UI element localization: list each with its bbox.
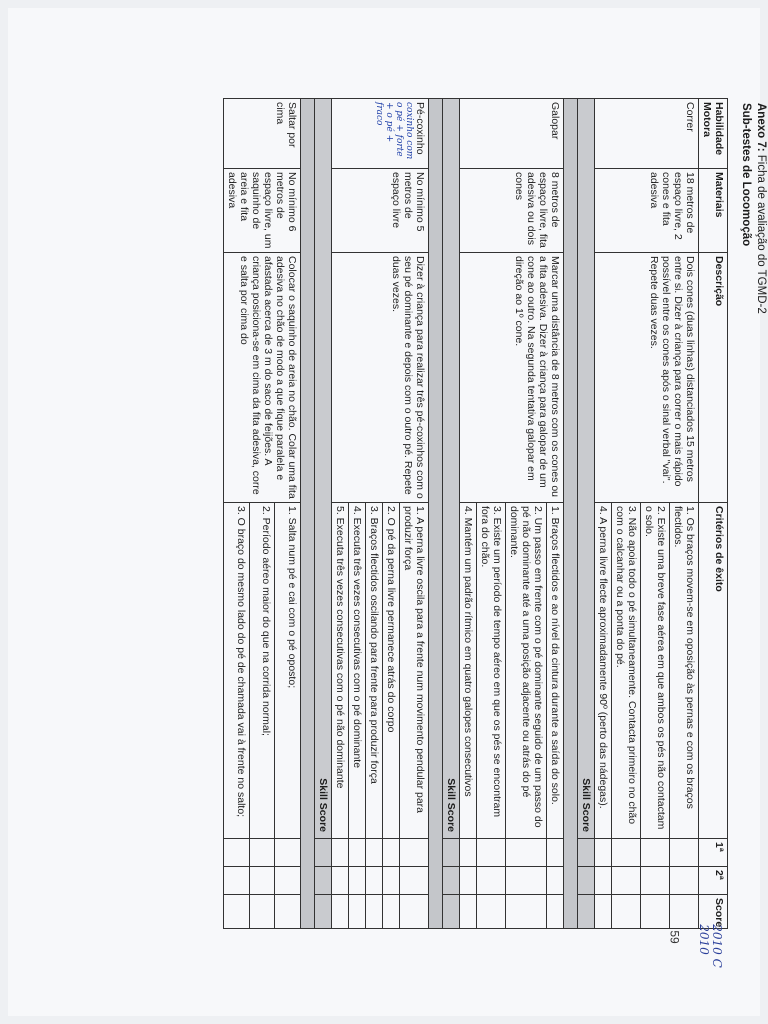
skill-description: Colocar o saquinho de areia no chão. Colar uma fita adesiva no chão de modo a que fique paralela e afastada acerca de 3 m do saco de feijões. A criança posiciona-se em cima da fita adesiva, corre e salta por cima do — [224, 253, 301, 503]
score-cell — [224, 867, 250, 895]
criterion: 4. A perna livre flecte aproximadamente 90º (perto das nádegas). — [595, 503, 612, 839]
criterion: 4. Mantém um padrão rítmico em quatro galopes consecutivos — [460, 503, 477, 839]
skill-materials: 18 metros de espaço livre, 2 cones e fita adesiva — [595, 169, 699, 253]
score-cell — [275, 839, 301, 867]
score-cell — [477, 895, 506, 929]
criterion: 3. O braço do mesmo lado do pé de chamada vai à frente no salto; — [224, 503, 250, 839]
score-cell — [506, 867, 547, 895]
skill-description: Dizer à criança para realizar três pé-coxinhos com o seu pé dominante e depois com o outro pé. Repete duas vezes. — [332, 253, 429, 503]
skill-score-row — [578, 99, 595, 929]
score-cell — [400, 895, 429, 929]
score-cell — [460, 895, 477, 929]
score-cell — [506, 839, 547, 867]
criterion: 1. A perna livre oscila para a frente num movimento pendular para produzir força — [400, 503, 429, 839]
score-cell — [670, 839, 699, 867]
score-cell — [547, 839, 564, 867]
skill-name: Saltar por cima — [224, 99, 301, 169]
criterion: 5. Executa três vezes consecutivas com o pé não dominante — [332, 503, 349, 839]
score-cell — [275, 895, 301, 929]
score-cell — [383, 867, 400, 895]
criterion: 4. Executa três vezes consecutivas com o pé dominante — [349, 503, 366, 839]
score-cell — [460, 867, 477, 895]
criterion: 1. Os braços movem-se em oposição às pernas e com os braços flectidos. — [670, 503, 699, 839]
skill-score-label: Skill Score — [443, 99, 460, 839]
separator-row — [301, 99, 315, 929]
annex-title: Anexo 7: Ficha de avaliação do TGMD-2 — [755, 103, 767, 314]
score-cell — [612, 895, 641, 929]
criterion: 1. Salta num pé e cai com o pé oposto; — [275, 503, 301, 839]
score-cell — [477, 839, 506, 867]
score-cell — [641, 839, 670, 867]
score-cell — [332, 895, 349, 929]
table-row — [670, 99, 699, 929]
handwritten-mark-line: 2010 C — [709, 924, 724, 968]
score-cell — [275, 867, 301, 895]
skill-score-row — [315, 99, 332, 929]
score-cell — [641, 867, 670, 895]
score-cell — [641, 895, 670, 929]
col-skill: Habilidade Motora — [699, 99, 728, 169]
skill-score-row — [443, 99, 460, 929]
page-number: 59 — [667, 930, 682, 944]
skill-description: Marcar uma distância de 8 metros com os cones ou a fita adesiva. Dizer à criança para galopar de um cone ao outro. Na segunda tentativa galopar em direção ao 1º cone. — [460, 253, 564, 503]
col-description: Descrição — [699, 253, 728, 503]
handwritten-mark-line: 2010 — [696, 924, 711, 955]
skill-materials: No mínimo 6 metros de espaço livre, um saquinho de areia e fita adesiva — [224, 169, 301, 253]
table-row — [275, 99, 301, 929]
score-cell — [349, 867, 366, 895]
skill-materials: 8 metros de espaço livre, fita adesiva ou dois cones — [460, 169, 564, 253]
separator-row — [429, 99, 443, 929]
score-cell — [612, 839, 641, 867]
locomotion-table — [223, 98, 728, 929]
handwritten-note: coxinho com o pé + forte + o pé + fraco — [374, 102, 414, 160]
score-cell — [332, 867, 349, 895]
score-cell — [383, 895, 400, 929]
rotated-content — [63, 83, 768, 943]
score-cell — [349, 895, 366, 929]
score-cell — [547, 867, 564, 895]
col-criteria: Critérios de êxito — [699, 503, 728, 839]
score-cell — [670, 867, 699, 895]
table-header-row — [699, 99, 728, 929]
criterion: 2. Um passo em frente com o pé dominante seguido de um passo do pé não dominante até a uma posição adjacente ou atrás do pé dominante. — [506, 503, 547, 839]
skill-name: Galopar — [460, 99, 564, 169]
score-cell — [595, 895, 612, 929]
skill-score-label: Skill Score — [578, 99, 595, 839]
document-page — [8, 8, 767, 1016]
criterion: 2. Período aéreo maior do que na corrida normal; — [249, 503, 275, 839]
criterion: 3. Braços flectidos oscilando para frente para produzir força — [366, 503, 383, 839]
skill-description: Dois cones (duas linhas) distanciados 15 metros entre si. Dizer à criança para correr o mais rápido possível entre os cones após o sinal verbal "vai". Repete duas vezes. — [595, 253, 699, 503]
score-cell — [249, 839, 275, 867]
criterion: 3. Existe um período de tempo aéreo em que os pés se encontram fora do chão. — [477, 503, 506, 839]
handwritten-mark — [697, 924, 723, 968]
subtitle: Sub-testes de Locomoção — [740, 103, 752, 247]
criterion: 3. Não apoia todo o pé simultaneamente. Contacta primeiro no chão com o calcanhar ou a ponta do pé. — [612, 503, 641, 839]
score-cell — [595, 839, 612, 867]
score-cell — [366, 839, 383, 867]
col-score: Score — [699, 895, 728, 929]
score-cell — [547, 895, 564, 929]
separator-row — [564, 99, 578, 929]
score-cell — [460, 839, 477, 867]
table-row — [547, 99, 564, 929]
score-cell — [400, 867, 429, 895]
document-header — [738, 103, 768, 314]
skill-name — [332, 99, 429, 169]
table-row — [400, 99, 429, 929]
score-cell — [595, 867, 612, 895]
criterion: 2. Existe uma breve fase aérea em que ambos os pés não contactam o solo. — [641, 503, 670, 839]
col-materials: Materiais — [699, 169, 728, 253]
score-cell — [249, 895, 275, 929]
criterion: 2. O pé da perna livre permanece atrás do corpo — [383, 503, 400, 839]
col-trial-1: 1ª — [699, 839, 728, 867]
skill-materials: No mínimo 5 metros de espaço livre — [332, 169, 429, 253]
score-cell — [366, 895, 383, 929]
score-cell — [332, 839, 349, 867]
criterion: 1. Braços flectidos e ao nível da cintura durante a saída do solo. — [547, 503, 564, 839]
score-cell — [612, 867, 641, 895]
score-cell — [224, 895, 250, 929]
score-cell — [349, 839, 366, 867]
skill-name-text: Pé-coxinho — [414, 102, 426, 155]
skill-name: Correr — [595, 99, 699, 169]
score-cell — [366, 867, 383, 895]
score-cell — [383, 839, 400, 867]
score-cell — [477, 867, 506, 895]
score-cell — [506, 895, 547, 929]
score-cell — [670, 895, 699, 929]
score-cell — [224, 839, 250, 867]
score-cell — [400, 839, 429, 867]
score-cell — [249, 867, 275, 895]
col-trial-2: 2ª — [699, 867, 728, 895]
skill-score-label: Skill Score — [315, 99, 332, 839]
